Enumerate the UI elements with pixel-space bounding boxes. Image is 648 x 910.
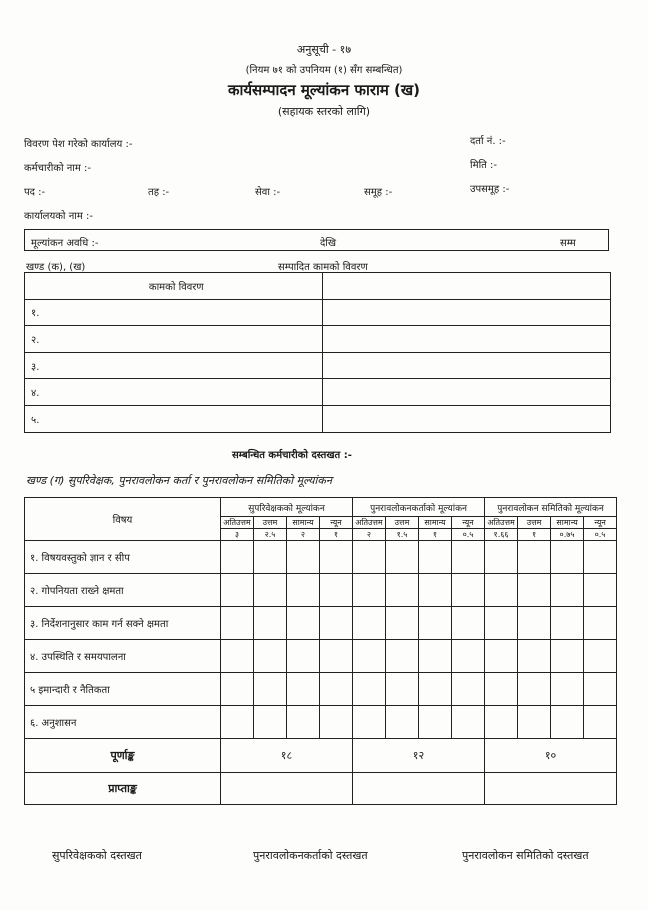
- work-row-cell[interactable]: [322, 379, 610, 406]
- reviewer-obtained-marks[interactable]: [353, 773, 485, 805]
- score-cell[interactable]: [386, 574, 419, 607]
- level-label: सामान्य: [287, 517, 320, 529]
- level-label: सामान्य: [419, 517, 452, 529]
- score-cell[interactable]: [584, 673, 617, 706]
- weight-value: १.५: [386, 529, 419, 541]
- level-label: न्यून: [320, 517, 353, 529]
- service-field: सेवा :-: [255, 187, 281, 198]
- score-cell[interactable]: [485, 607, 518, 640]
- score-cell[interactable]: [386, 706, 419, 739]
- table-row: [25, 299, 611, 326]
- level-label: उत्तम: [518, 517, 551, 529]
- score-cell[interactable]: [386, 607, 419, 640]
- score-cell[interactable]: [320, 607, 353, 640]
- score-cell[interactable]: [452, 541, 485, 574]
- post-field: पद :-: [24, 187, 46, 198]
- employee-name-field: कर्मचारीको नाम :-: [24, 163, 92, 174]
- employee-signature-label: सम्बन्धित कर्मचारीको दस्तखत :-: [232, 450, 352, 461]
- date-field: मिति :-: [470, 160, 498, 171]
- score-cell[interactable]: [353, 640, 386, 673]
- form-subtitle: (सहायक स्तरको लागि): [277, 105, 371, 118]
- score-cell[interactable]: [452, 706, 485, 739]
- score-cell[interactable]: [254, 706, 287, 739]
- work-row-number: १.: [25, 299, 323, 326]
- work-row-cell[interactable]: [322, 352, 610, 379]
- score-cell[interactable]: [287, 673, 320, 706]
- section-ab-label: खण्ड (क), (ख): [26, 262, 86, 273]
- weight-value: १.६६: [485, 529, 518, 541]
- score-cell[interactable]: [485, 673, 518, 706]
- table-row: [25, 673, 617, 706]
- criterion-label: ४. उपस्थिति र समयपालना: [25, 640, 221, 673]
- score-cell[interactable]: [584, 706, 617, 739]
- period-from-label: देखि: [320, 238, 337, 249]
- table-row: [25, 379, 611, 406]
- score-cell[interactable]: [419, 640, 452, 673]
- table-row: [25, 405, 611, 432]
- committee-obtained-marks[interactable]: [485, 773, 617, 805]
- weight-value: ०.५: [452, 529, 485, 541]
- full-marks-label: पूर्णाङ्क: [25, 739, 221, 773]
- committee-group-header: पुनरावलोकन समितिको मूल्यांकन: [485, 498, 617, 517]
- work-details-header: कामको विवरण: [25, 273, 323, 300]
- score-cell[interactable]: [287, 706, 320, 739]
- period-to-label: सम्म: [560, 238, 576, 249]
- work-row-cell[interactable]: [322, 405, 610, 432]
- work-row-number: ५.: [25, 405, 323, 432]
- work-row-number: २.: [25, 326, 323, 353]
- weight-value: १: [518, 529, 551, 541]
- score-cell[interactable]: [386, 673, 419, 706]
- score-cell[interactable]: [287, 607, 320, 640]
- score-cell[interactable]: [584, 607, 617, 640]
- score-cell[interactable]: [287, 640, 320, 673]
- level-label: न्यून: [584, 517, 617, 529]
- table-row: [25, 574, 617, 607]
- score-cell[interactable]: [518, 607, 551, 640]
- level-label: अतिउत्तम: [485, 517, 518, 529]
- score-cell[interactable]: [551, 574, 584, 607]
- schedule-number: अनुसूची - १७: [296, 43, 352, 56]
- score-cell[interactable]: [452, 574, 485, 607]
- table-row: [25, 706, 617, 739]
- subgroup-field: उपसमूह :-: [470, 184, 510, 195]
- score-cell[interactable]: [353, 607, 386, 640]
- level-label: सामान्य: [551, 517, 584, 529]
- weight-value: २: [287, 529, 320, 541]
- subject-header: विषय: [25, 498, 221, 541]
- level-label: उत्तम: [254, 517, 287, 529]
- office-name-field: कार्यालयको नाम :-: [24, 211, 93, 222]
- level-label: उत्तम: [386, 517, 419, 529]
- supervisor-signature-label: सुपरिवेक्षकको दस्तखत: [52, 849, 142, 862]
- score-cell[interactable]: [386, 640, 419, 673]
- reviewer-signature-label: पुनरावलोकनकर्ताको दस्तखत: [253, 849, 368, 862]
- criterion-label: १. विषयवस्तुको ज्ञान र सीप: [25, 541, 221, 574]
- score-cell[interactable]: [320, 706, 353, 739]
- score-cell[interactable]: [353, 541, 386, 574]
- score-cell[interactable]: [518, 673, 551, 706]
- score-cell[interactable]: [320, 541, 353, 574]
- section-c-title: खण्ड (ग) सुपरिवेक्षक, पुनरावलोकन कर्ता र पुनरावलोकन समितिको मूल्यांकन: [26, 474, 332, 487]
- table-row: [25, 640, 617, 673]
- weight-value: १: [320, 529, 353, 541]
- score-cell[interactable]: [353, 706, 386, 739]
- score-cell[interactable]: [221, 607, 254, 640]
- score-cell[interactable]: [254, 541, 287, 574]
- score-cell[interactable]: [584, 541, 617, 574]
- score-cell[interactable]: [353, 574, 386, 607]
- office-submitting-field: विवरण पेश गरेको कार्यालय :-: [24, 139, 133, 150]
- evaluation-period-label: मूल्यांकन अवधि :-: [31, 238, 99, 249]
- work-row-number: ३.: [25, 352, 323, 379]
- group-field: समूह :-: [364, 187, 393, 198]
- level-label: अतिउत्तम: [221, 517, 254, 529]
- score-cell[interactable]: [254, 673, 287, 706]
- work-row-cell[interactable]: [322, 326, 610, 353]
- weight-value: ०.७५: [551, 529, 584, 541]
- supervisor-obtained-marks[interactable]: [221, 773, 353, 805]
- score-cell[interactable]: [485, 574, 518, 607]
- score-cell[interactable]: [221, 640, 254, 673]
- obtained-marks-row: [25, 773, 617, 805]
- score-cell[interactable]: [320, 673, 353, 706]
- obtained-marks-label: प्राप्ताङ्क: [25, 773, 221, 805]
- supervisor-group-header: सुपरिवेक्षकको मूल्यांकन: [221, 498, 353, 517]
- criterion-label: ५ इमान्दारी र नैतिकता: [25, 673, 221, 706]
- score-cell[interactable]: [584, 574, 617, 607]
- score-cell[interactable]: [452, 607, 485, 640]
- score-cell[interactable]: [452, 640, 485, 673]
- score-cell[interactable]: [419, 541, 452, 574]
- weight-value: ३: [221, 529, 254, 541]
- form-title: कार्यसम्पादन मूल्यांकन फाराम (ख): [227, 81, 421, 99]
- criterion-label: ६. अनुशासन: [25, 706, 221, 739]
- score-cell[interactable]: [551, 640, 584, 673]
- score-cell[interactable]: [551, 673, 584, 706]
- level-label: अतिउत्तम: [353, 517, 386, 529]
- score-cell[interactable]: [320, 640, 353, 673]
- score-cell[interactable]: [287, 574, 320, 607]
- evaluation-period-box: [24, 229, 609, 251]
- weight-value: २: [353, 529, 386, 541]
- committee-full-marks: १०: [485, 739, 617, 773]
- score-cell[interactable]: [353, 673, 386, 706]
- work-details-table: [24, 272, 611, 433]
- committee-signature-label: पुनरावलोकन समितिको दस्तखत: [462, 849, 589, 862]
- full-marks-row: [25, 739, 617, 773]
- registration-number-field: दर्ता नं. :-: [470, 136, 506, 147]
- score-cell[interactable]: [518, 640, 551, 673]
- work-row-cell[interactable]: [322, 299, 610, 326]
- level-field: तह :-: [148, 187, 170, 198]
- score-cell[interactable]: [221, 574, 254, 607]
- evaluation-table: [24, 497, 617, 805]
- score-cell[interactable]: [485, 640, 518, 673]
- weight-value: २.५: [254, 529, 287, 541]
- score-cell[interactable]: [254, 574, 287, 607]
- reviewer-full-marks: १२: [353, 739, 485, 773]
- score-cell[interactable]: [287, 541, 320, 574]
- criterion-label: ३. निर्देशनानुसार काम गर्न सक्ने क्षमता: [25, 607, 221, 640]
- section-ab-title: सम्पादित कामको विवरण: [278, 262, 368, 273]
- weight-value: ०.५: [584, 529, 617, 541]
- score-cell[interactable]: [452, 673, 485, 706]
- table-row: [25, 326, 611, 353]
- supervisor-full-marks: १८: [221, 739, 353, 773]
- score-cell[interactable]: [419, 706, 452, 739]
- score-cell[interactable]: [584, 640, 617, 673]
- score-cell[interactable]: [551, 706, 584, 739]
- criterion-label: २. गोपनियता राख्ने क्षमता: [25, 574, 221, 607]
- table-row: [25, 607, 617, 640]
- rule-reference: (नियम ७१ को उपनियम (१) सँग सम्बन्धित): [245, 65, 403, 76]
- score-cell[interactable]: [551, 541, 584, 574]
- score-cell[interactable]: [485, 541, 518, 574]
- weight-value: १: [419, 529, 452, 541]
- score-cell[interactable]: [386, 541, 419, 574]
- score-cell[interactable]: [518, 706, 551, 739]
- score-cell[interactable]: [254, 607, 287, 640]
- score-cell[interactable]: [221, 706, 254, 739]
- work-row-number: ४.: [25, 379, 323, 406]
- score-cell[interactable]: [221, 673, 254, 706]
- reviewer-group-header: पुनरावलोकनकर्ताको मूल्यांकन: [353, 498, 485, 517]
- score-cell[interactable]: [518, 574, 551, 607]
- score-cell[interactable]: [254, 640, 287, 673]
- score-cell[interactable]: [419, 673, 452, 706]
- work-details-header-blank: [322, 273, 610, 300]
- score-cell[interactable]: [551, 607, 584, 640]
- score-cell[interactable]: [485, 706, 518, 739]
- table-row: [25, 352, 611, 379]
- score-cell[interactable]: [221, 541, 254, 574]
- score-cell[interactable]: [419, 607, 452, 640]
- table-row: [25, 541, 617, 574]
- level-label: न्यून: [452, 517, 485, 529]
- score-cell[interactable]: [419, 574, 452, 607]
- score-cell[interactable]: [320, 574, 353, 607]
- score-cell[interactable]: [518, 541, 551, 574]
